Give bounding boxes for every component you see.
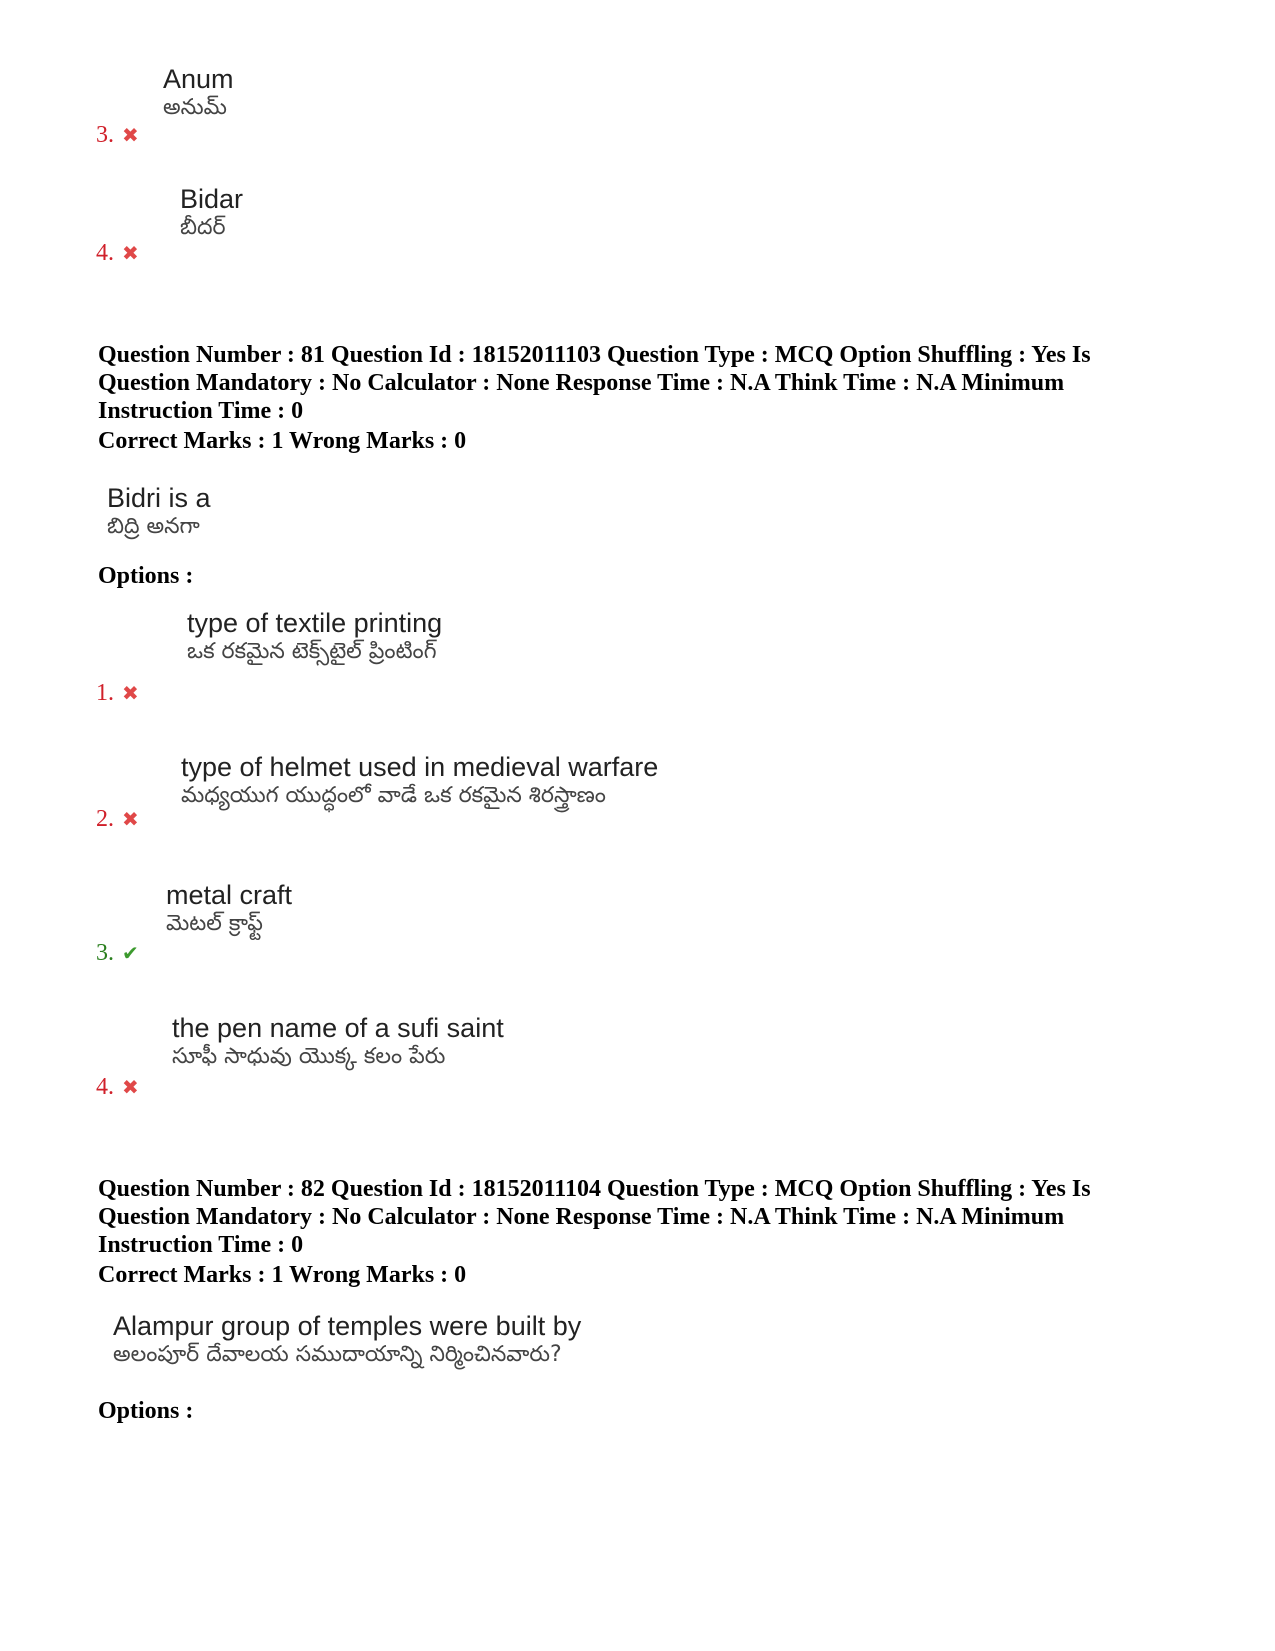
cross-icon: ✖ <box>122 123 139 147</box>
option-image <box>181 752 658 810</box>
option-number-label: 1. <box>96 680 114 706</box>
cross-icon: ✖ <box>122 681 139 705</box>
question-text-te: బిద్రి అనగా <box>107 514 200 539</box>
option-text-te: మెటల్ క్రాఫ్ట్ <box>166 911 263 936</box>
option-text-te: అనుమ్ <box>163 95 227 120</box>
option-image <box>163 64 234 122</box>
options-label: Options : <box>98 1398 194 1424</box>
option-text-te: మధ్యయుగ యుద్ధంలో వాడే ఒక రకమైన శిరస్త్రాణం <box>181 783 606 808</box>
option-number-label: 3. <box>96 122 114 148</box>
option-image <box>172 1013 504 1071</box>
option-number-label: 2. <box>96 806 114 832</box>
marks-line: Correct Marks : 1 Wrong Marks : 0 <box>98 428 467 454</box>
question-image <box>107 483 211 541</box>
cross-icon: ✖ <box>122 1075 139 1099</box>
question-meta-line: Question Mandatory : No Calculator : None Response Time : N.A Think Time : N.A Minimum <box>98 370 1065 396</box>
question-meta-line: Instruction Time : 0 <box>98 398 304 424</box>
option-text-te: బీదర్ <box>180 215 226 240</box>
options-label: Options : <box>98 563 194 589</box>
option-number-label: 4. <box>96 1074 114 1100</box>
option-text-en: type of textile printing <box>187 608 443 638</box>
option-number-label: 3. <box>96 940 114 966</box>
option-text-en: Bidar <box>180 184 244 214</box>
option-text-en: type of helmet used in medieval warfare <box>181 752 659 782</box>
option-number-label: 4. <box>96 240 114 266</box>
option-number <box>96 806 139 832</box>
question-image <box>113 1311 581 1369</box>
option-image <box>187 608 442 666</box>
question-meta-line: Question Mandatory : No Calculator : None Response Time : N.A Think Time : N.A Minimum <box>98 1204 1065 1230</box>
question-text-en: Alampur group of temples were built by <box>113 1311 582 1341</box>
question-meta <box>98 1175 1178 1259</box>
question-text-te: అలంపూర్ దేవాలయ సముదాయాన్ని నిర్మించినవారు? <box>113 1342 562 1367</box>
option-image <box>166 880 292 938</box>
cross-icon: ✖ <box>122 241 139 265</box>
option-number <box>96 122 139 148</box>
option-number <box>96 1074 139 1100</box>
option-text-te: ఒక రకమైన టెక్స్‌టైల్ ప్రింటింగ్ <box>187 639 437 664</box>
cross-icon: ✖ <box>122 807 139 831</box>
option-text-te: సూఫీ సాధువు యొక్క కలం పేరు <box>172 1044 446 1069</box>
question-meta-line: Instruction Time : 0 <box>98 1232 304 1258</box>
option-number <box>96 240 139 266</box>
option-text-en: metal craft <box>166 880 293 910</box>
option-text-en: the pen name of a sufi saint <box>172 1013 504 1043</box>
marks-line: Correct Marks : 1 Wrong Marks : 0 <box>98 1262 467 1288</box>
option-number <box>96 940 139 966</box>
option-image <box>180 184 243 242</box>
question-meta-line: Question Number : 81 Question Id : 18152011103 Question Type : MCQ Option Shuffling : Yes Is <box>98 342 1091 368</box>
question-meta <box>98 341 1178 425</box>
question-text-en: Bidri is a <box>107 483 211 513</box>
option-text-en: Anum <box>163 64 234 94</box>
question-meta-line: Question Number : 82 Question Id : 18152011104 Question Type : MCQ Option Shuffling : Yes Is <box>98 1176 1091 1202</box>
option-number <box>96 680 139 706</box>
check-icon: ✔ <box>122 941 139 965</box>
